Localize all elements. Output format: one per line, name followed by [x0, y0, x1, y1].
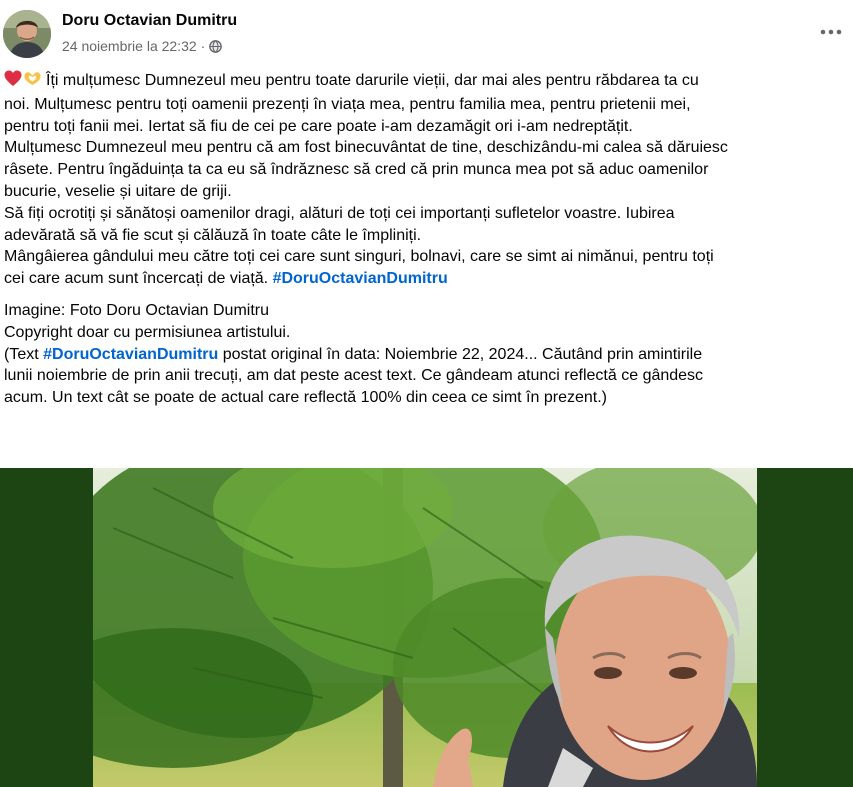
more-horizontal-icon	[820, 29, 842, 35]
avatar-photo-icon	[3, 10, 51, 58]
text-line-content: Îți mulțumesc Dumnezeul meu pentru toate darurile vieții, dar mai ales pentru răbdarea ta cu	[46, 72, 699, 89]
heart-hands-icon	[23, 70, 42, 94]
text-line: Să fiți ocrotiți și sănătoși oamenilor dragi, alături de toți cei importanți sufletelor voastre. Iubirea	[4, 204, 675, 222]
post-photo[interactable]	[93, 468, 757, 787]
text-line: adevărată să vă fie scut și călăuză în toate câte le împliniți.	[4, 226, 422, 244]
text-line: râsete. Pentru îngăduința ta ca eu să îndrăznesc să cred că prin munca mea pot să aduc oamenilor	[4, 161, 709, 179]
post-meta	[62, 38, 222, 54]
author-name[interactable]: Doru Octavian Dumitru	[62, 12, 238, 29]
text-line-content: postat original în data: Noiembrie 22, 2024... Căutând prin amintirile	[222, 345, 703, 363]
image-credit: Imagine: Foto Doru Octavian Dumitru	[4, 301, 269, 319]
post-photo-frame[interactable]	[0, 468, 853, 787]
post-timestamp[interactable]: 24 noiembrie la 22:32	[62, 38, 197, 54]
meta-separator: ·	[200, 38, 206, 54]
post-header	[0, 0, 853, 62]
portrait-photo	[93, 468, 757, 787]
author-avatar[interactable]	[3, 10, 51, 58]
text-line	[4, 268, 846, 290]
hashtag-link[interactable]: #DoruOctavianDumitru	[43, 345, 219, 363]
text-line	[4, 70, 846, 94]
text-line: Mulțumesc Dumnezeul meu pentru că am fost binecuvântat de tine, deschizându-mi calea să dăruiesc	[4, 139, 728, 157]
note-prefix: (Text	[4, 345, 39, 363]
text-line: lunii noiembrie de prin anii trecuți, am dat peste acest text. Ce gândeam atunci reflectă ce gândesc	[4, 367, 704, 385]
more-options-button[interactable]	[817, 18, 845, 46]
text-line: pentru toți fanii mei. Iertat să fiu de cei pe care poate i-am dezamăgit ori i-am nedreptățit.	[4, 117, 633, 135]
text-line: acum. Un text cât se poate de actual care reflectă 100% din ceea ce simt în prezent.)	[4, 389, 607, 407]
post-text	[4, 70, 846, 409]
copyright-note: Copyright doar cu permisiunea artistului.	[4, 323, 291, 341]
post-paragraph-main	[4, 70, 846, 290]
text-line: Mângâierea gândului meu către toți cei care sunt singuri, bolnavi, care se simt ai nimănui, pentru toți	[4, 248, 714, 266]
text-line-content: cei care acum sunt încercați de viață.	[4, 270, 269, 288]
hashtag-link[interactable]: #DoruOctavianDumitru	[272, 270, 448, 288]
globe-icon[interactable]	[209, 40, 222, 53]
post-paragraph-credits	[4, 300, 846, 409]
text-line: noi. Mulțumesc pentru toți oamenii prezenți în viața mea, pentru familia mea, pentru prietenii mei,	[4, 95, 691, 113]
text-line	[4, 344, 846, 366]
red-heart-icon	[4, 70, 22, 94]
text-line: bucurie, veselie și uitare de griji.	[4, 182, 232, 200]
